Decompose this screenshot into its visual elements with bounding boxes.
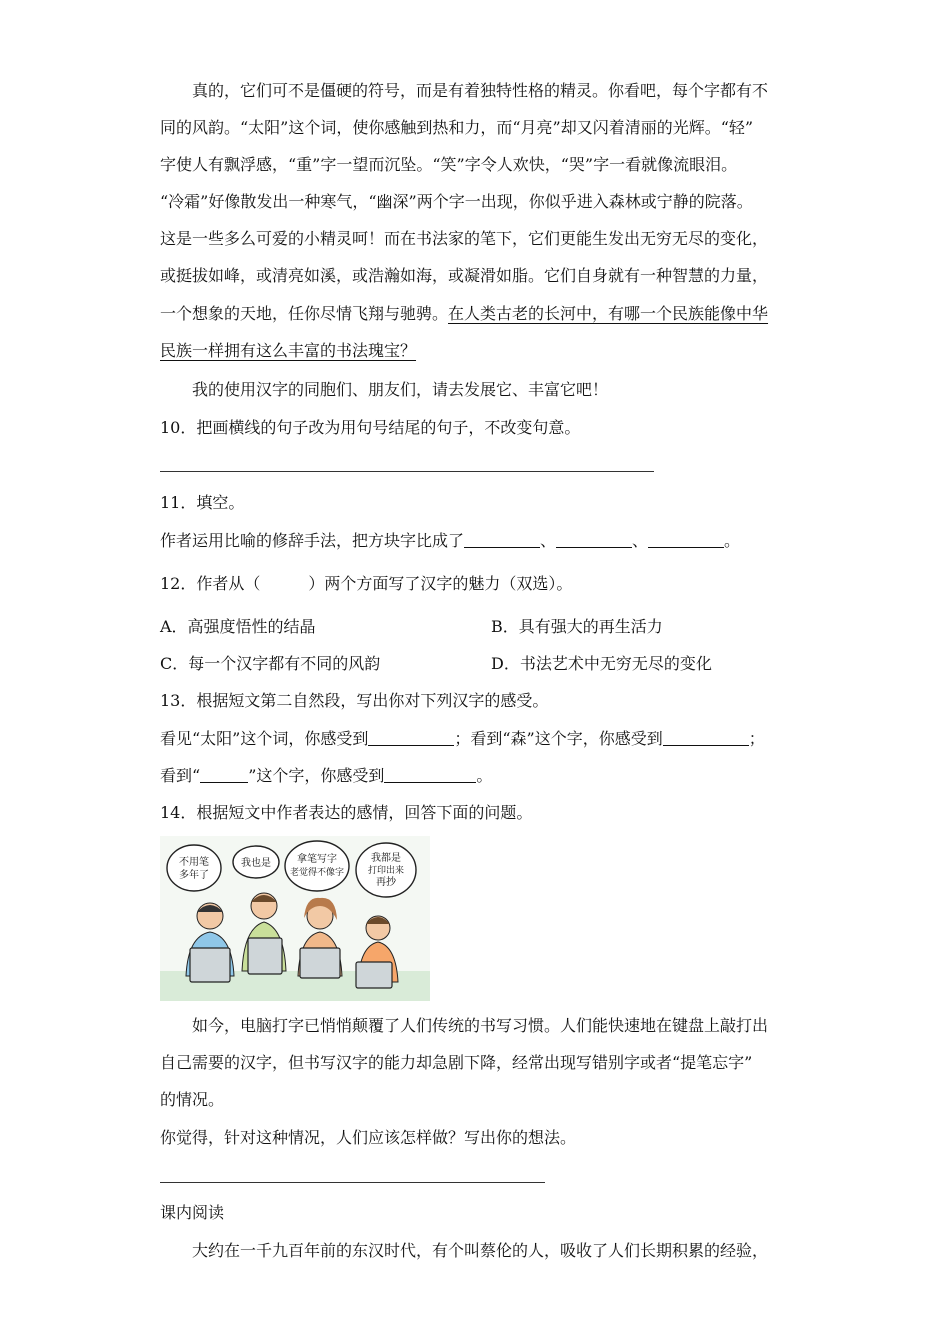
option-c[interactable]: C．每一个汉字都有不同的风韵 bbox=[160, 654, 381, 673]
blank-sun[interactable] bbox=[368, 729, 454, 746]
q14-passage-line: 如今，电脑打字已悄悄颠覆了人们传统的书写习惯。人们能快速地在键盘上敲打出 bbox=[192, 1016, 769, 1035]
question-10: 10．把画横线的句子改为用句号结尾的句子，不改变句意。 bbox=[160, 418, 581, 437]
q14-passage-line: 的情况。 bbox=[160, 1090, 225, 1109]
question-11: 11．填空。 bbox=[160, 493, 245, 512]
fill-prompt: 作者运用比喻的修辞手法，把方块字比成了 bbox=[160, 531, 465, 550]
svg-text:多年了: 多年了 bbox=[179, 870, 209, 881]
blank-3[interactable] bbox=[648, 531, 724, 548]
option-a[interactable]: A．高强度悟性的结晶 bbox=[160, 617, 316, 636]
question-13-fill-2: 看到“ ”这个字，你感受到 。 bbox=[160, 766, 493, 785]
answer-line-14[interactable] bbox=[160, 1182, 545, 1183]
passage-line: 字使人有飘浮感，“重”字一望而沉坠。“笑”字令人欢快，“哭”字一看就像流眼泪。 bbox=[160, 155, 738, 174]
svg-text:我也是: 我也是 bbox=[241, 858, 271, 869]
svg-text:不用笔: 不用笔 bbox=[179, 857, 209, 868]
svg-text:拿笔写字: 拿笔写字 bbox=[297, 854, 337, 865]
reading-passage-line: 大约在一千九百年前的东汉时代，有个叫蔡伦的人，吸收了人们长期积累的经验， bbox=[192, 1241, 769, 1260]
svg-text:打印出来: 打印出来 bbox=[367, 866, 405, 876]
blank-forest[interactable] bbox=[663, 729, 749, 746]
blank-2[interactable] bbox=[556, 531, 632, 548]
question-12: 12．作者从（ ）两个方面写了汉字的魅力（双选）。 bbox=[160, 574, 573, 593]
question-13-fill-1: 看见“太阳”这个词，你感受到 ；看到“森”这个字，你感受到 ； bbox=[160, 729, 765, 748]
question-13: 13．根据短文第二自然段，写出你对下列汉字的感受。 bbox=[160, 691, 549, 710]
passage-line: 这是一些多么可爱的小精灵呵！而在书法家的笔下，它们更能生发出无穷无尽的变化， bbox=[160, 229, 769, 248]
q14-prompt: 你觉得，针对这种情况，人们应该怎样做？写出你的想法。 bbox=[160, 1128, 577, 1147]
blank-char[interactable] bbox=[200, 766, 248, 783]
svg-text:我都是: 我都是 bbox=[371, 853, 401, 864]
passage-line: 真的，它们可不是僵硬的符号，而是有着独特性格的精灵。你看吧，每个字都有不 bbox=[192, 81, 769, 100]
passage-line: 或挺拔如峰，或清亮如溪，或浩瀚如海，或凝滑如脂。它们自身就有一种智慧的力量， bbox=[160, 266, 769, 285]
passage-line: 同的风韵。“太阳”这个词，使你感触到热和力，而“月亮”却又闪着清丽的光辉。“轻” bbox=[160, 118, 754, 137]
option-b[interactable]: B．具有强大的再生活力 bbox=[491, 617, 663, 636]
passage-closing: 我的使用汉字的同胞们、朋友们，请去发展它、丰富它吧！ bbox=[192, 380, 609, 399]
underlined-sentence: 民族一样拥有这么丰富的书法瑰宝？ bbox=[160, 341, 417, 360]
blank-1[interactable] bbox=[464, 531, 540, 548]
passage-text: 一个想象的天地，任你尽情飞翔与驰骋。 bbox=[160, 304, 449, 323]
svg-text:再抄: 再抄 bbox=[376, 877, 396, 888]
svg-text:老觉得不像字: 老觉得不像字 bbox=[289, 868, 345, 878]
option-d[interactable]: D．书法艺术中无穷无尽的变化 bbox=[491, 654, 712, 673]
cartoon-illustration bbox=[160, 836, 430, 1001]
blank-feeling[interactable] bbox=[384, 766, 476, 783]
passage-line bbox=[160, 303, 768, 325]
answer-line-10[interactable] bbox=[160, 471, 654, 472]
question-11-fill: 作者运用比喻的修辞手法，把方块字比成了 、 、 。 bbox=[160, 531, 741, 550]
q14-passage-line: 自己需要的汉字，但书写汉字的能力却急剧下降，经常出现写错别字或者“提笔忘字” bbox=[160, 1053, 753, 1072]
passage-line: “冷霜”好像散发出一种寒气，“幽深”两个字一出现，你似乎进入森林或宁静的院落。 bbox=[160, 192, 753, 211]
passage-line bbox=[160, 340, 416, 362]
question-14: 14．根据短文中作者表达的感情，回答下面的问题。 bbox=[160, 803, 533, 822]
underlined-sentence: 在人类古老的长河中，有哪一个民族能像中华 bbox=[448, 304, 769, 323]
section-title: 课内阅读 bbox=[160, 1203, 225, 1222]
